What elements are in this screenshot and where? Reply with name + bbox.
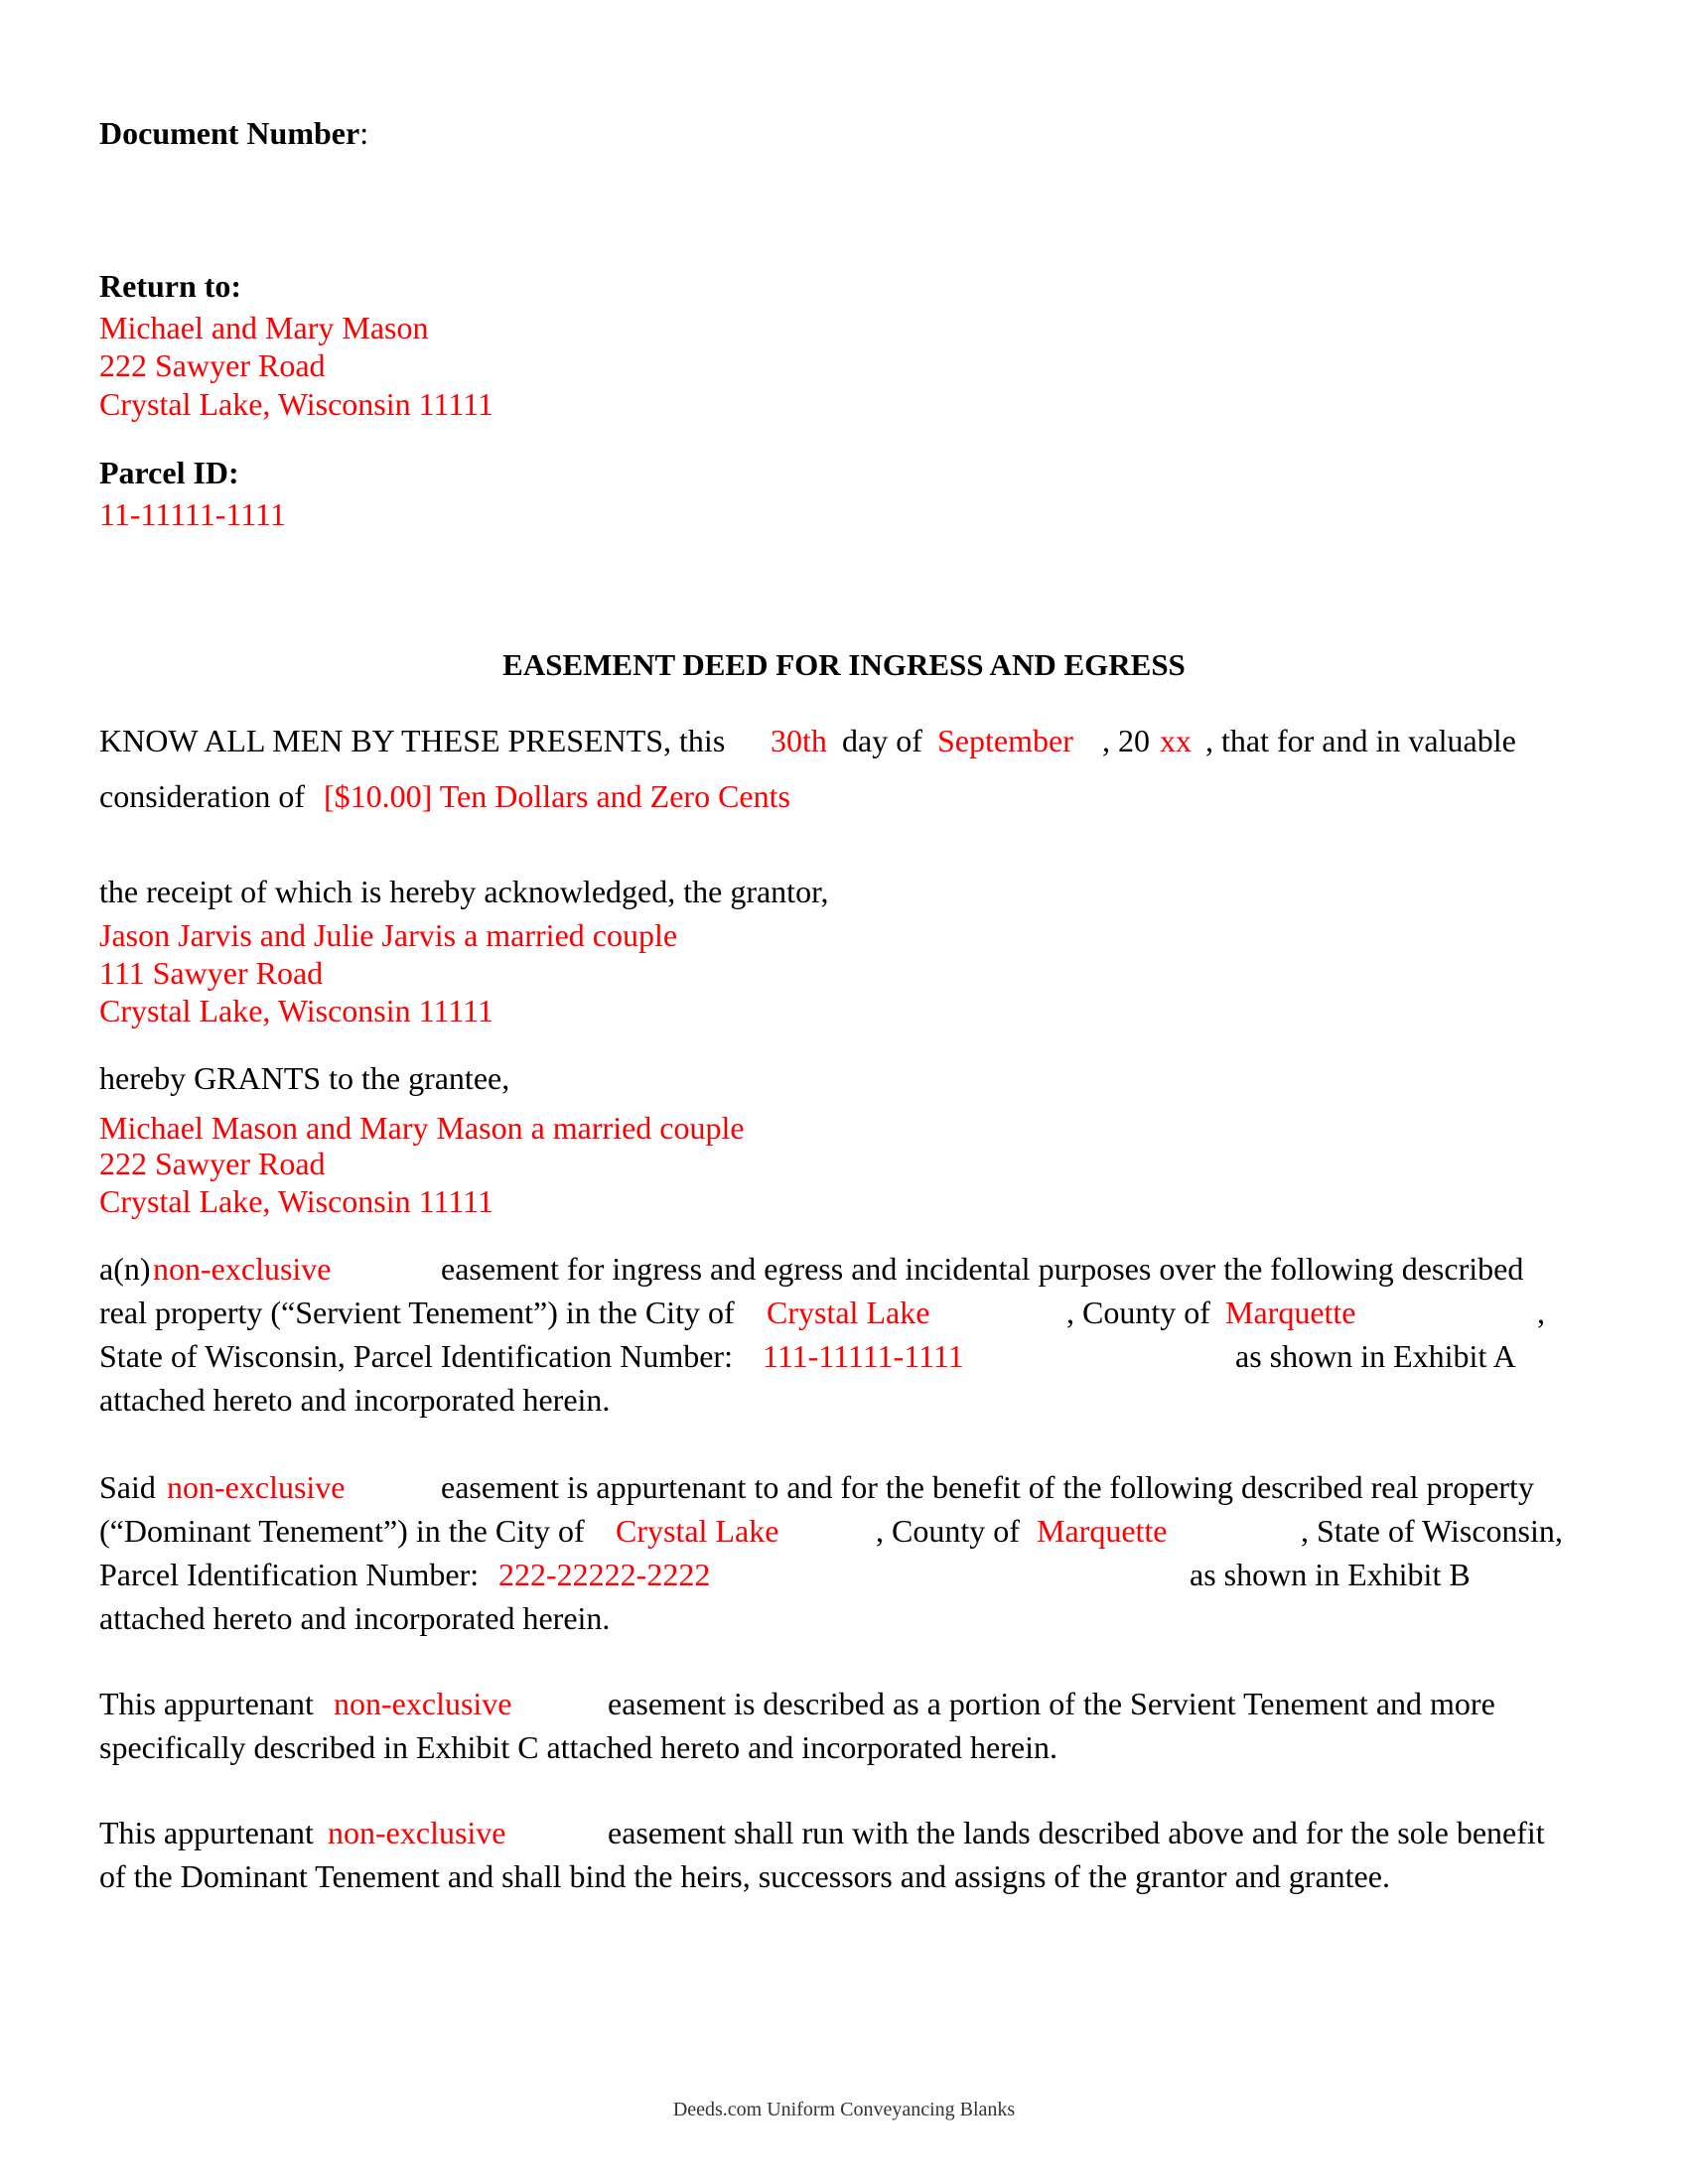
intro-text-5: consideration of xyxy=(99,778,306,814)
servient-parcel: 111-11111-1111 xyxy=(763,1338,964,1374)
page-footer: Deeds.com Uniform Conveyancing Blanks xyxy=(672,2099,1016,2120)
dominant-type: non-exclusive xyxy=(167,1469,346,1505)
dominant-text-4: , State of Wisconsin, xyxy=(1301,1513,1563,1549)
servient-prefix: a(n) xyxy=(99,1251,151,1287)
return-line-3: Crystal Lake, Wisconsin 11111 xyxy=(99,386,493,422)
intro-day: 30th xyxy=(771,723,827,758)
servient-city: Crystal Lake xyxy=(767,1295,930,1330)
return-line-2: 222 Sawyer Road xyxy=(99,347,326,383)
servient-text-3: , County of xyxy=(1066,1295,1210,1330)
intro-month: September xyxy=(937,723,1073,758)
grantee-lead: hereby GRANTS to the grantee, xyxy=(99,1060,510,1096)
servient-text-1: easement for ingress and egress and incidental purposes over the following described xyxy=(441,1251,1524,1287)
dominant-text-7: attached hereto and incorporated herein. xyxy=(99,1600,611,1636)
intro-text-3: , 20 xyxy=(1102,723,1150,758)
dominant-text-0: Said xyxy=(99,1469,156,1505)
parcel-id-value: 11-11111-1111 xyxy=(99,496,286,532)
document-number-label: Document Number xyxy=(99,115,360,151)
described-text-0: This appurtenant xyxy=(99,1686,314,1721)
consideration-amount: [$10.00] Ten Dollars and Zero Cents xyxy=(324,778,790,814)
intro-text-2: day of xyxy=(842,723,922,758)
intro-year: xx xyxy=(1160,723,1192,758)
servient-text-7: attached hereto and incorporated herein. xyxy=(99,1382,611,1418)
grantor-line-2: 111 Sawyer Road xyxy=(99,955,324,991)
document-number-row xyxy=(99,111,368,155)
dominant-text-5: Parcel Identification Number: xyxy=(99,1557,480,1592)
return-to-label: Return to: xyxy=(99,268,242,304)
servient-text-2: real property (“Servient Tenement”) in the City of xyxy=(99,1295,735,1330)
grantee-line-2: 222 Sawyer Road xyxy=(99,1146,326,1181)
runs-type: non-exclusive xyxy=(328,1815,506,1850)
described-text-1: easement is described as a portion of the Servient Tenement and more xyxy=(608,1686,1495,1721)
runs-text-1: easement shall run with the lands described above and for the sole benefit xyxy=(608,1815,1545,1850)
grantor-line-3: Crystal Lake, Wisconsin 11111 xyxy=(99,993,493,1028)
described-text-2: specifically described in Exhibit C attached hereto and incorporated herein. xyxy=(99,1729,1057,1765)
described-type: non-exclusive xyxy=(334,1686,512,1721)
page-title: EASEMENT DEED FOR INGRESS AND EGRESS xyxy=(502,647,1186,682)
servient-text-5: State of Wisconsin, Parcel Identification Number: xyxy=(99,1338,733,1374)
servient-text-6: as shown in Exhibit A xyxy=(1235,1338,1516,1374)
dominant-text-2: (“Dominant Tenement”) in the City of xyxy=(99,1513,585,1549)
grantor-line-1: Jason Jarvis and Julie Jarvis a married couple xyxy=(99,917,678,953)
servient-county: Marquette xyxy=(1225,1295,1356,1330)
dominant-city: Crystal Lake xyxy=(616,1513,779,1549)
intro-text-1: KNOW ALL MEN BY THESE PRESENTS, this xyxy=(99,723,726,758)
intro-text-4: , that for and in valuable xyxy=(1205,723,1516,758)
grantee-line-1: Michael Mason and Mary Mason a married couple xyxy=(99,1110,745,1146)
servient-type: non-exclusive xyxy=(153,1251,332,1287)
dominant-text-1: easement is appurtenant to and for the benefit of the following described real property xyxy=(441,1469,1534,1505)
runs-text-2: of the Dominant Tenement and shall bind the heirs, successors and assigns of the grantor and grantee. xyxy=(99,1858,1390,1894)
parcel-id-label: Parcel ID: xyxy=(99,455,239,490)
servient-text-4: , xyxy=(1537,1295,1545,1330)
document-number-colon: : xyxy=(359,115,369,151)
runs-text-0: This appurtenant xyxy=(99,1815,314,1850)
dominant-parcel: 222-22222-2222 xyxy=(498,1557,711,1592)
grantor-lead: the receipt of which is hereby acknowledged, the grantor, xyxy=(99,874,829,909)
dominant-county: Marquette xyxy=(1037,1513,1168,1549)
dominant-text-3: , County of xyxy=(876,1513,1020,1549)
dominant-text-6: as shown in Exhibit B xyxy=(1190,1557,1471,1592)
grantee-line-3: Crystal Lake, Wisconsin 11111 xyxy=(99,1183,493,1219)
return-line-1: Michael and Mary Mason xyxy=(99,310,429,345)
